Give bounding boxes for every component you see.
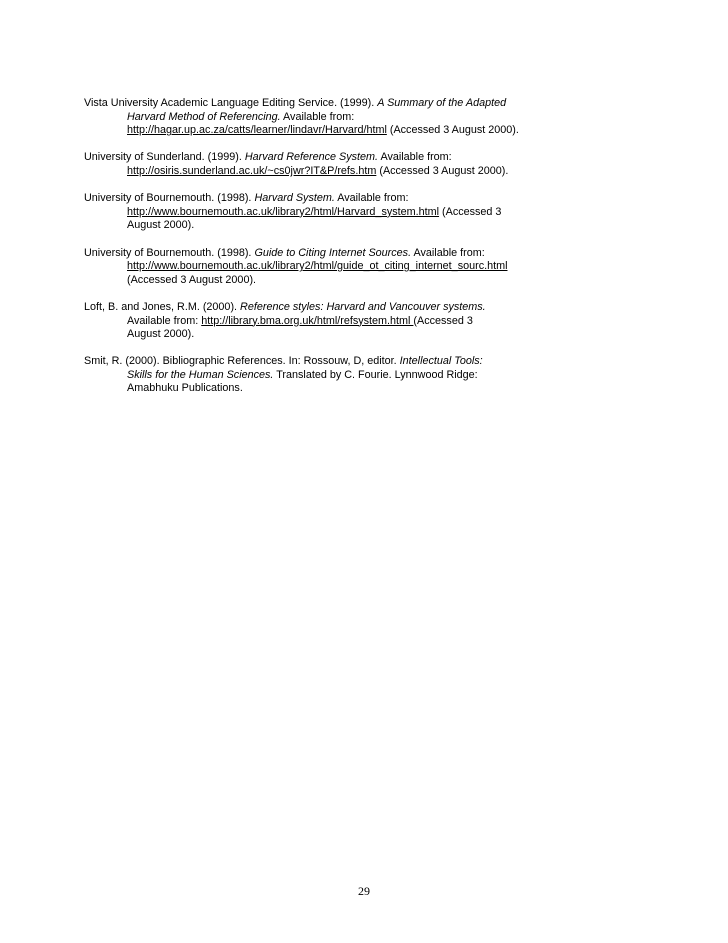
reference-title: Intellectual Tools:: [399, 355, 483, 368]
reference-continuation-line: [84, 165, 564, 179]
reference-text: Available from:: [334, 192, 409, 205]
reference-title: A Summary of the Adapted: [377, 97, 507, 109]
reference-list: [84, 97, 564, 410]
reference-text: August 2000).: [127, 328, 195, 341]
reference-text: Vista University Academic Language Editing Service. (1999).: [84, 97, 378, 109]
reference-text: Translated by C. Fourie. Lynnwood Ridge:: [273, 368, 478, 381]
reference-entry: [84, 192, 564, 233]
reference-url-link[interactable]: http://hagar.up.ac.za/catts/learner/lindavr/Harvard/html: [127, 124, 387, 137]
reference-first-line: [84, 97, 564, 111]
reference-text: (Accessed 3: [439, 205, 502, 218]
reference-entry: [84, 97, 564, 138]
reference-url-link[interactable]: http://www.bournemouth.ac.uk/library2/html/Harvard_system.html: [127, 205, 440, 218]
reference-text: Smit, R. (2000). Bibliographic References. In: Rossouw, D, editor.: [84, 355, 400, 368]
reference-url-link[interactable]: http://www.bournemouth.ac.uk/library2/html/guide_ot_citing_internet_sourc.html: [127, 260, 508, 273]
reference-first-line: [84, 247, 564, 261]
reference-continuation-line: [84, 315, 564, 329]
reference-entry: [84, 247, 564, 288]
reference-url-link[interactable]: http://osiris.sunderland.ac.uk/~cs0jwr?IT&P/refs.htm: [127, 164, 377, 177]
reference-title: Harvard System.: [254, 192, 335, 205]
reference-first-line: [84, 301, 564, 315]
reference-first-line: [84, 151, 564, 165]
reference-text: (Accessed 3 August 2000).: [127, 273, 257, 286]
reference-text: (Accessed 3: [413, 314, 473, 327]
reference-text: University of Bournemouth. (1998).: [84, 192, 255, 205]
reference-text: (Accessed 3 August 2000).: [376, 164, 509, 177]
reference-continuation-line: [84, 369, 564, 383]
reference-continuation-line: [84, 219, 564, 233]
reference-text: University of Sunderland. (1999).: [84, 151, 245, 164]
reference-text: Available from:: [411, 246, 485, 259]
reference-continuation-line: [84, 111, 564, 125]
reference-title: Reference styles: Harvard and Vancouver systems.: [240, 300, 486, 313]
reference-text: August 2000).: [127, 219, 195, 232]
reference-text: Available from:: [378, 151, 452, 164]
reference-continuation-line: [84, 260, 564, 274]
reference-text: (Accessed 3 August 2000).: [386, 124, 519, 137]
reference-title: Harvard Method of Referencing.: [127, 110, 281, 123]
reference-text: University of Bournemouth. (1998).: [84, 246, 255, 259]
reference-continuation-line: [84, 382, 564, 396]
page-number: 29: [358, 884, 370, 898]
reference-continuation-line: [84, 328, 564, 342]
reference-first-line: [84, 355, 564, 369]
reference-entry: [84, 301, 564, 342]
reference-url-link[interactable]: http://library.bma.org.uk/html/refsystem.html: [201, 314, 414, 327]
reference-title: Skills for the Human Sciences.: [127, 368, 274, 381]
reference-text: Amabhuku Publications.: [127, 382, 243, 395]
reference-entry: [84, 151, 564, 178]
reference-text: Available from:: [280, 110, 355, 123]
reference-title: Guide to Citing Internet Sources.: [254, 246, 412, 259]
reference-text: Loft, B. and Jones, R.M. (2000).: [84, 300, 241, 313]
reference-continuation-line: [84, 206, 564, 220]
reference-continuation-line: [84, 274, 564, 288]
reference-first-line: [84, 192, 564, 206]
reference-entry: [84, 355, 564, 396]
reference-title: Harvard Reference System.: [244, 151, 379, 164]
reference-continuation-line: [84, 124, 564, 138]
reference-text: Available from:: [127, 314, 202, 327]
